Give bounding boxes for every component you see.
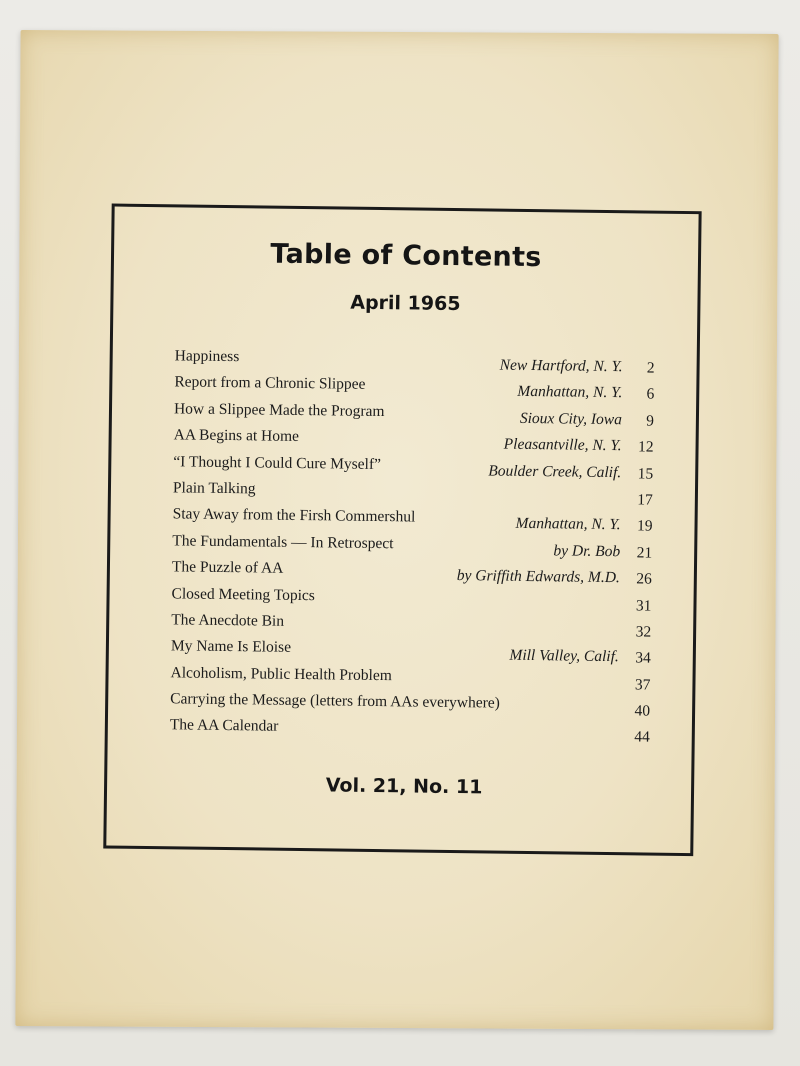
entry-title: The AA Calendar	[169, 716, 279, 736]
toc-entry	[170, 717, 650, 750]
entry-page: 37	[634, 676, 651, 694]
entry-location: Manhattan, N. Y.	[517, 383, 623, 402]
entry-title: Plain Talking	[172, 479, 256, 498]
entry-author: by Dr. Bob	[553, 542, 621, 560]
entry-title: Stay Away from the Firsh Commershul	[172, 505, 416, 526]
entry-location: Boulder Creek, Calif.	[488, 462, 622, 481]
toc-title: Table of Contents	[270, 238, 542, 274]
entry-page: 12	[637, 438, 654, 456]
entry-title: Closed Meeting Topics	[171, 584, 316, 604]
entry-location: New Hartford, N. Y.	[499, 356, 623, 376]
entry-page: 19	[636, 517, 653, 535]
entry-author: by Griffith Edwards, M.D.	[456, 567, 620, 587]
magazine-back-cover	[15, 30, 778, 1030]
entry-page: 26	[636, 570, 652, 588]
entry-location: Mill Valley, Calif.	[509, 647, 619, 666]
entry-page: 2	[646, 359, 655, 377]
entry-page: 6	[646, 385, 655, 404]
entry-title: The Puzzle of AA	[171, 558, 284, 577]
entry-title: “I Thought I Could Cure Myself”	[173, 452, 382, 473]
entry-title: The Fundamentals — In Retrospect	[172, 532, 394, 552]
entry-page: 9	[646, 412, 655, 430]
entry-location: Manhattan, N. Y.	[515, 515, 621, 534]
entry-page: 40	[634, 702, 651, 720]
entry-page: 44	[634, 728, 650, 747]
entry-title: Report from a Chronic Slippee	[174, 373, 366, 394]
entry-title: The Anecdote Bin	[171, 611, 285, 630]
table-of-contents-box	[103, 204, 701, 857]
entry-page: 15	[637, 464, 654, 483]
entry-page: 34	[635, 649, 651, 667]
entry-title: Carrying the Message (letters from AAs everywhere)	[170, 690, 501, 712]
entry-title: AA Begins at Home	[173, 426, 300, 446]
entry-title: How a Slippee Made the Program	[173, 400, 385, 420]
entry-page: 21	[636, 544, 653, 562]
entry-title: Alcoholism, Public Health Problem	[170, 664, 392, 684]
entry-title: Happiness	[174, 347, 240, 366]
entry-page: 32	[635, 623, 652, 641]
toc-entries	[170, 347, 655, 749]
issue-date: April 1965	[350, 291, 461, 316]
volume-number: Vol. 21, No. 11	[325, 774, 483, 799]
entry-location: Sioux City, Iowa	[519, 409, 623, 428]
entry-page: 31	[635, 596, 652, 615]
entry-title: My Name Is Eloise	[170, 637, 292, 657]
entry-page: 17	[637, 491, 653, 509]
entry-location: Pleasantville, N. Y.	[503, 435, 622, 455]
